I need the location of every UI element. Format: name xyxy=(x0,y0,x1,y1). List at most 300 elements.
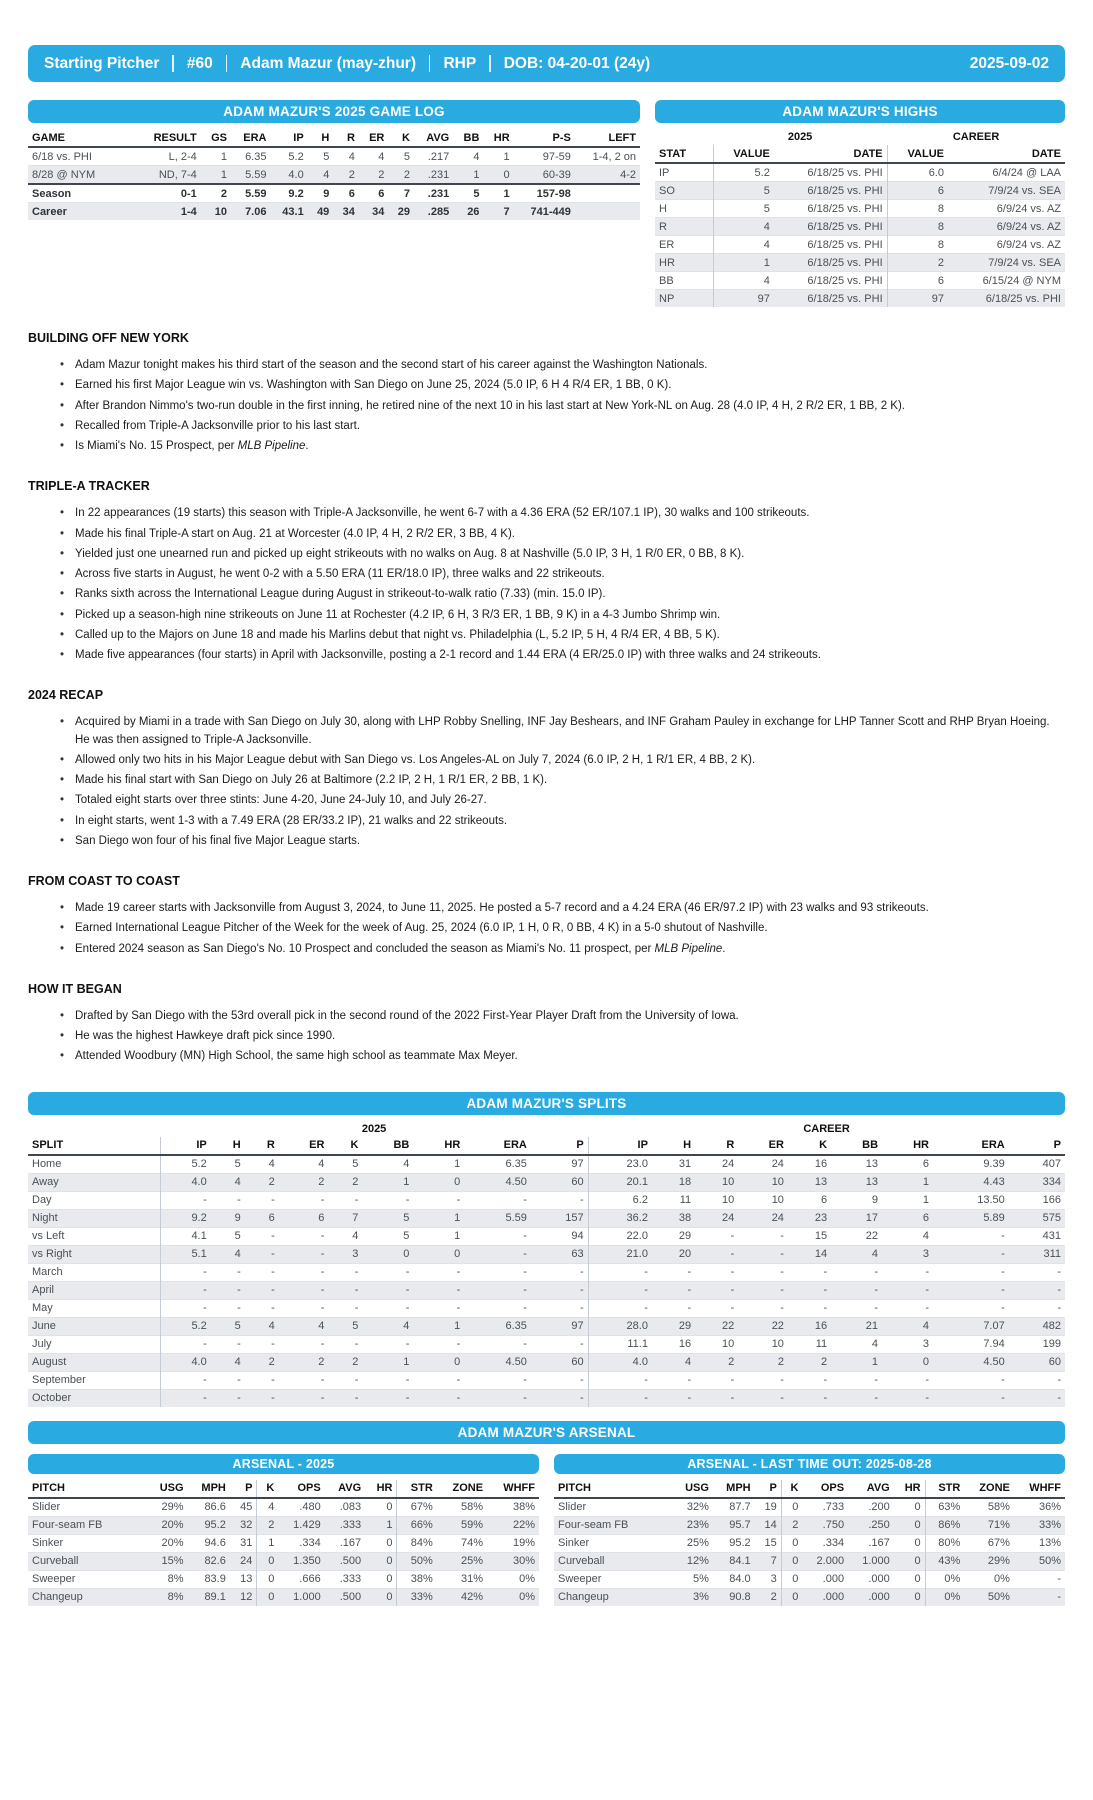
table-cell: 1.350 xyxy=(278,1552,324,1570)
highs-table xyxy=(655,129,1065,307)
table-cell: Away xyxy=(28,1173,160,1191)
table-cell: 8 xyxy=(887,218,948,236)
arsenal-last-time-out-column-header-row xyxy=(554,1480,1065,1498)
bullet-item: • Picked up a season-high nine strikeouts on June 11 at Rochester (4.2 IP, 6 H, 3 R/3 ER, 1 BB, 9 K) in a 4-3 Jumbo Shrimp win. xyxy=(58,607,1065,624)
table-cell: 4 xyxy=(308,166,334,185)
table-cell: 94 xyxy=(531,1227,588,1245)
table-cell: 33% xyxy=(1014,1516,1065,1534)
table-cell: - xyxy=(1009,1281,1065,1299)
table-cell: - xyxy=(695,1299,738,1317)
table-cell: - xyxy=(531,1263,588,1281)
table-cell: 575 xyxy=(1009,1209,1065,1227)
table-cell: 0 xyxy=(781,1498,802,1517)
table-cell: - xyxy=(362,1281,413,1299)
table-row xyxy=(554,1570,1065,1588)
table-cell: - xyxy=(160,1263,211,1281)
table-cell: 15 xyxy=(788,1227,831,1245)
table-cell: 95.2 xyxy=(713,1534,755,1552)
table-cell: - xyxy=(211,1263,245,1281)
column-header: ZONE xyxy=(437,1480,487,1498)
table-cell: - xyxy=(245,1281,279,1299)
table-cell: - xyxy=(211,1191,245,1209)
table-cell: 5 xyxy=(713,182,774,200)
table-cell: 63 xyxy=(531,1245,588,1263)
table-cell: 6.35 xyxy=(231,147,271,166)
table-cell: 66% xyxy=(397,1516,437,1534)
column-header: STAT xyxy=(655,145,713,163)
table-cell: 0 xyxy=(781,1570,802,1588)
table-cell: 1-4, 2 on xyxy=(575,147,640,166)
table-row xyxy=(28,1245,1065,1263)
table-cell: - xyxy=(588,1389,652,1407)
table-cell: 6/18 vs. PHI xyxy=(28,147,136,166)
column-header: OPS xyxy=(802,1480,848,1498)
table-cell: 4-2 xyxy=(575,166,640,185)
table-cell: 0 xyxy=(365,1552,397,1570)
table-row xyxy=(28,1317,1065,1335)
column-header: ERA xyxy=(464,1137,531,1155)
column-header: H xyxy=(308,129,334,147)
table-cell: 31% xyxy=(437,1570,487,1588)
table-cell: - xyxy=(211,1299,245,1317)
table-row xyxy=(28,1389,1065,1407)
table-cell: - xyxy=(211,1389,245,1407)
table-cell: 4 xyxy=(362,1155,413,1174)
table-row xyxy=(655,182,1065,200)
section-heading: 2024 RECAP xyxy=(28,688,104,703)
table-cell: 6 xyxy=(882,1209,933,1227)
table-cell: 0-1 xyxy=(136,184,201,203)
bullet-item: • Earned his first Major League win vs. Washington with San Diego on June 25, 2024 (5.0 IP, 6 H 4 R/4 ER, 1 BB, 0 K). xyxy=(58,377,1065,394)
column-header: ERA xyxy=(231,129,271,147)
table-cell: .334 xyxy=(278,1534,324,1552)
column-header: STR xyxy=(925,1480,964,1498)
table-cell: - xyxy=(160,1281,211,1299)
table-cell: - xyxy=(413,1263,464,1281)
table-cell: - xyxy=(245,1227,279,1245)
table-cell: - xyxy=(933,1281,1009,1299)
table-cell: 8 xyxy=(887,236,948,254)
table-cell: 15% xyxy=(146,1552,188,1570)
table-cell: 0 xyxy=(413,1245,464,1263)
table-cell: 10 xyxy=(738,1173,788,1191)
table-cell: - xyxy=(413,1299,464,1317)
table-cell: 13 xyxy=(230,1570,257,1588)
table-cell: 4 xyxy=(713,272,774,290)
arsenal-2025-title: ARSENAL - 2025 xyxy=(28,1454,539,1474)
table-cell: 30% xyxy=(487,1552,539,1570)
table-cell: 4.43 xyxy=(933,1173,1009,1191)
table-cell: 0 xyxy=(362,1245,413,1263)
splits-group-career: CAREER xyxy=(803,1122,850,1135)
table-row xyxy=(28,1498,539,1517)
table-cell: 9 xyxy=(831,1191,882,1209)
table-cell: 334 xyxy=(1009,1173,1065,1191)
column-header: OPS xyxy=(278,1480,324,1498)
bullet-item: • Adam Mazur tonight makes his third start of the season and the second start of his career against the Washington Nationals. xyxy=(58,357,1065,374)
table-cell: 1 xyxy=(365,1516,397,1534)
table-cell: 2 xyxy=(755,1588,782,1606)
table-cell: - xyxy=(933,1263,1009,1281)
table-cell: 22 xyxy=(695,1317,738,1335)
table-cell: 1 xyxy=(257,1534,278,1552)
table-cell: - xyxy=(831,1371,882,1389)
column-header: BB xyxy=(453,129,483,147)
table-cell: 1 xyxy=(362,1173,413,1191)
table-cell: 5 xyxy=(453,184,483,203)
table-cell: 60 xyxy=(531,1353,588,1371)
table-cell: - xyxy=(738,1281,788,1299)
column-header: H xyxy=(652,1137,695,1155)
table-cell: 4.50 xyxy=(464,1353,531,1371)
player-dob: DOB: 04-20-01 (24y) xyxy=(503,54,651,72)
table-cell: 6/15/24 @ NYM xyxy=(948,272,1065,290)
table-cell: 25% xyxy=(672,1534,713,1552)
table-cell: H xyxy=(655,200,713,218)
table-cell: .480 xyxy=(278,1498,324,1517)
game-log-head xyxy=(28,129,640,147)
table-cell: 2 xyxy=(333,166,359,185)
bullet-item: • San Diego won four of his final five Major League starts. xyxy=(58,833,1065,850)
table-cell: 34 xyxy=(359,203,388,221)
table-cell: .167 xyxy=(848,1534,894,1552)
table-cell: 4 xyxy=(257,1498,278,1517)
table-cell: .000 xyxy=(848,1588,894,1606)
table-cell: 5.59 xyxy=(231,184,271,203)
column-header: P xyxy=(531,1137,588,1155)
game-log-table xyxy=(28,129,640,220)
table-cell: 60 xyxy=(1009,1353,1065,1371)
table-cell: - xyxy=(279,1335,329,1353)
table-cell: - xyxy=(695,1227,738,1245)
table-cell: 0 xyxy=(257,1570,278,1588)
table-cell: - xyxy=(464,1335,531,1353)
column-header: GS xyxy=(201,129,231,147)
table-cell: 9.2 xyxy=(160,1209,211,1227)
table-cell: 38 xyxy=(652,1209,695,1227)
bullet-list xyxy=(58,900,1065,958)
table-cell: 5 xyxy=(328,1317,362,1335)
table-cell: Slider xyxy=(554,1498,672,1517)
table-cell: 4.0 xyxy=(270,166,307,185)
note-section-building-off-new-york xyxy=(28,331,1065,455)
table-cell: 7/9/24 vs. SEA xyxy=(948,254,1065,272)
header-player-info xyxy=(44,55,650,73)
column-header: HR xyxy=(894,1480,925,1498)
table-cell: - xyxy=(1009,1299,1065,1317)
table-cell: 5 xyxy=(211,1317,245,1335)
column-header: P xyxy=(1009,1137,1065,1155)
table-cell: - xyxy=(211,1335,245,1353)
table-cell: 10 xyxy=(738,1335,788,1353)
table-row xyxy=(655,272,1065,290)
table-cell: 83.9 xyxy=(188,1570,230,1588)
table-cell: 4 xyxy=(882,1317,933,1335)
bullet-item: • He was the highest Hawkeye draft pick since 1990. xyxy=(58,1028,1065,1045)
bullet-item: • Yielded just one unearned run and picked up eight strikeouts with no walks on Aug. 8 at Nashville (5.0 IP, 3 H, 1 R/0 ER, 0 BB, 8 K). xyxy=(58,546,1065,563)
table-cell: 5.89 xyxy=(933,1209,1009,1227)
table-cell: IP xyxy=(655,163,713,182)
table-cell: 0 xyxy=(257,1552,278,1570)
column-header: K xyxy=(388,129,414,147)
table-cell: - xyxy=(788,1299,831,1317)
table-cell: October xyxy=(28,1389,160,1407)
table-cell: 3 xyxy=(882,1245,933,1263)
table-cell: September xyxy=(28,1371,160,1389)
table-cell: Home xyxy=(28,1155,160,1174)
table-cell: 2 xyxy=(279,1173,329,1191)
bullet-list xyxy=(58,505,1065,664)
table-cell: 4 xyxy=(453,147,483,166)
table-cell: - xyxy=(362,1335,413,1353)
table-cell: 59% xyxy=(437,1516,487,1534)
table-row xyxy=(28,1155,1065,1174)
column-header: GAME xyxy=(28,129,136,147)
table-cell: 1 xyxy=(483,147,513,166)
table-cell: - xyxy=(695,1389,738,1407)
bullet-item: • Made 19 career starts with Jacksonville from August 3, 2024, to June 11, 2025. He posted a 5-7 record and a 4.24 ERA (46 ER/97.2 IP) with 23 walks and 93 strikeouts. xyxy=(58,900,1065,917)
table-cell: 86% xyxy=(925,1516,964,1534)
table-cell: 6 xyxy=(333,184,359,203)
table-cell: 0 xyxy=(894,1516,925,1534)
table-cell: 95.7 xyxy=(713,1516,755,1534)
splits-title: ADAM MAZUR'S SPLITS xyxy=(28,1092,1065,1115)
table-cell: - xyxy=(738,1299,788,1317)
table-cell: .000 xyxy=(848,1570,894,1588)
table-row xyxy=(28,184,640,203)
table-cell: 22% xyxy=(487,1516,539,1534)
table-cell: - xyxy=(362,1371,413,1389)
table-cell: 8% xyxy=(146,1570,188,1588)
arsenal-last-time-out-body xyxy=(554,1498,1065,1606)
table-cell: 0% xyxy=(487,1588,539,1606)
table-cell: 22 xyxy=(831,1227,882,1245)
table-cell: August xyxy=(28,1353,160,1371)
table-cell: 1.000 xyxy=(278,1588,324,1606)
table-cell: 33% xyxy=(397,1588,437,1606)
table-cell: 14 xyxy=(755,1516,782,1534)
column-header: SPLIT xyxy=(28,1137,160,1155)
bullet-item: • Drafted by San Diego with the 53rd overall pick in the second round of the 2022 First-Year Player Draft from the University of Iowa. xyxy=(58,1008,1065,1025)
table-cell: 82.6 xyxy=(188,1552,230,1570)
column-header: H xyxy=(211,1137,245,1155)
column-header: ZONE xyxy=(964,1480,1014,1498)
table-cell: 482 xyxy=(1009,1317,1065,1335)
table-cell: - xyxy=(788,1371,831,1389)
table-cell: 12 xyxy=(230,1588,257,1606)
table-cell: 6/18/25 vs. PHI xyxy=(774,254,887,272)
splits-table xyxy=(28,1121,1065,1407)
table-cell: - xyxy=(788,1389,831,1407)
table-cell: 20% xyxy=(146,1534,188,1552)
table-cell: 5.59 xyxy=(464,1209,531,1227)
table-cell: - xyxy=(695,1281,738,1299)
note-section-2024-recap xyxy=(28,688,1065,850)
table-cell: 63% xyxy=(925,1498,964,1517)
table-cell: 21.0 xyxy=(588,1245,652,1263)
column-header: MPH xyxy=(188,1480,230,1498)
table-row xyxy=(554,1498,1065,1517)
table-cell: 32 xyxy=(230,1516,257,1534)
table-cell: 0 xyxy=(894,1498,925,1517)
column-header: AVG xyxy=(325,1480,365,1498)
table-cell: - xyxy=(464,1299,531,1317)
table-cell: 29 xyxy=(652,1227,695,1245)
table-cell: 6 xyxy=(882,1155,933,1174)
table-cell: 50% xyxy=(397,1552,437,1570)
column-header: AVG xyxy=(848,1480,894,1498)
bullet-item: • Ranks sixth across the International League during August in strikeout-to-walk ratio (7.33) (min. 15.0 IP). xyxy=(58,586,1065,603)
table-cell: 407 xyxy=(1009,1155,1065,1174)
table-cell: - xyxy=(531,1389,588,1407)
table-cell: 2 xyxy=(695,1353,738,1371)
header-divider xyxy=(429,55,431,72)
table-cell: 4 xyxy=(713,218,774,236)
table-cell xyxy=(575,203,640,221)
bullet-item: • Across five starts in August, he went 0-2 with a 5.50 ERA (11 ER/18.0 IP), three walks and 22 strikeouts. xyxy=(58,566,1065,583)
table-cell: - xyxy=(279,1281,329,1299)
table-row xyxy=(28,203,640,221)
table-cell: - xyxy=(245,1191,279,1209)
table-row xyxy=(28,1552,539,1570)
column-header: DATE xyxy=(774,145,887,163)
table-cell: 1 xyxy=(831,1353,882,1371)
arsenal-2025-column-header-row xyxy=(28,1480,539,1498)
arsenal-section xyxy=(28,1421,1065,1606)
table-cell: 32% xyxy=(672,1498,713,1517)
bullet-item: • Is Miami's No. 15 Prospect, per MLB Pipeline. xyxy=(58,438,1065,455)
table-cell: .500 xyxy=(325,1552,365,1570)
header-divider xyxy=(489,55,491,72)
table-cell: 2 xyxy=(328,1353,362,1371)
table-cell: 28.0 xyxy=(588,1317,652,1335)
table-cell: 0 xyxy=(257,1588,278,1606)
splits-group-header-row xyxy=(28,1121,1065,1137)
bullet-list xyxy=(58,714,1065,850)
arsenal-last-time-out-title: ARSENAL - LAST TIME OUT: 2025-08-28 xyxy=(554,1454,1065,1474)
table-cell: 5.2 xyxy=(713,163,774,182)
table-cell: 10 xyxy=(201,203,231,221)
table-cell: 43% xyxy=(925,1552,964,1570)
table-cell: 97 xyxy=(531,1317,588,1335)
table-cell: 6/4/24 @ LAA xyxy=(948,163,1065,182)
arsenal-2025-head xyxy=(28,1480,539,1498)
table-cell: - xyxy=(245,1389,279,1407)
column-header: LEFT xyxy=(575,129,640,147)
table-cell: - xyxy=(464,1389,531,1407)
table-cell: - xyxy=(464,1371,531,1389)
table-cell: - xyxy=(279,1389,329,1407)
table-cell: 67% xyxy=(397,1498,437,1517)
table-cell: - xyxy=(588,1281,652,1299)
table-cell: - xyxy=(328,1335,362,1353)
column-header: IP xyxy=(588,1137,652,1155)
table-cell: .334 xyxy=(802,1534,848,1552)
table-cell: 80% xyxy=(925,1534,964,1552)
column-header: K xyxy=(328,1137,362,1155)
highs-group-header-row xyxy=(655,129,1065,145)
column-header: ER xyxy=(738,1137,788,1155)
table-cell: 13% xyxy=(1014,1534,1065,1552)
top-tables-row xyxy=(28,100,1065,307)
table-cell: 4 xyxy=(333,147,359,166)
splits-group-2025: 2025 xyxy=(361,1122,387,1135)
table-cell: 4.0 xyxy=(160,1353,211,1371)
table-cell: - xyxy=(652,1389,695,1407)
game-log-section xyxy=(28,100,640,220)
table-row xyxy=(28,166,640,185)
table-cell: 29 xyxy=(652,1317,695,1335)
table-cell: 5 xyxy=(388,147,414,166)
table-cell: 10 xyxy=(695,1191,738,1209)
bullet-item: • Earned International League Pitcher of the Week for the week of Aug. 25, 2024 (6.0 IP, 1 H, 0 R, 0 BB, 4 K) in a 5-0 shutout of Nashville. xyxy=(58,920,1065,937)
table-cell: - xyxy=(588,1263,652,1281)
column-header: HR xyxy=(413,1137,464,1155)
table-cell: 34 xyxy=(333,203,359,221)
column-header: USG xyxy=(146,1480,188,1498)
table-row xyxy=(28,1588,539,1606)
column-header: ER xyxy=(359,129,388,147)
table-cell: 6/18/25 vs. PHI xyxy=(774,163,887,182)
table-cell: 5 xyxy=(362,1227,413,1245)
table-cell: 2 xyxy=(245,1353,279,1371)
bullet-item: • Made his final Triple-A start on Aug. 21 at Worcester (4.0 IP, 4 H, 2 R/2 ER, 3 BB, 4 K). xyxy=(58,526,1065,543)
table-cell: 1 xyxy=(413,1209,464,1227)
table-cell: 6/9/24 vs. AZ xyxy=(948,200,1065,218)
table-cell: - xyxy=(652,1371,695,1389)
column-header: BB xyxy=(362,1137,413,1155)
table-cell: 87.7 xyxy=(713,1498,755,1517)
column-header: WHFF xyxy=(487,1480,539,1498)
column-header: VALUE xyxy=(887,145,948,163)
table-cell: - xyxy=(245,1371,279,1389)
table-cell: April xyxy=(28,1281,160,1299)
table-cell: 6 xyxy=(279,1209,329,1227)
section-heading: TRIPLE-A TRACKER xyxy=(28,479,150,494)
table-cell: March xyxy=(28,1263,160,1281)
table-cell: .231 xyxy=(414,166,453,185)
table-cell: 22 xyxy=(738,1317,788,1335)
column-header: K xyxy=(781,1480,802,1498)
table-cell: 7/9/24 vs. SEA xyxy=(948,182,1065,200)
table-cell: 1.000 xyxy=(848,1552,894,1570)
table-cell: - xyxy=(464,1263,531,1281)
table-cell: 4 xyxy=(882,1227,933,1245)
table-cell: 23% xyxy=(672,1516,713,1534)
table-cell: June xyxy=(28,1317,160,1335)
table-cell: 5.2 xyxy=(160,1155,211,1174)
arsenal-2025-body xyxy=(28,1498,539,1606)
table-cell: .733 xyxy=(802,1498,848,1517)
column-header: HR xyxy=(882,1137,933,1155)
table-cell: 24 xyxy=(695,1155,738,1174)
bullet-item: • Recalled from Triple-A Jacksonville prior to his last start. xyxy=(58,418,1065,435)
column-header: P xyxy=(755,1480,782,1498)
header-divider xyxy=(172,55,174,72)
table-cell: 7 xyxy=(755,1552,782,1570)
table-cell: - xyxy=(1009,1371,1065,1389)
table-cell: 10 xyxy=(738,1191,788,1209)
table-cell: 90.8 xyxy=(713,1588,755,1606)
table-cell: - xyxy=(279,1191,329,1209)
table-cell: 0 xyxy=(781,1552,802,1570)
table-cell: 0 xyxy=(781,1588,802,1606)
column-header: PITCH xyxy=(28,1480,146,1498)
table-cell: July xyxy=(28,1335,160,1353)
table-cell: 0% xyxy=(964,1570,1014,1588)
table-cell: 4.0 xyxy=(588,1353,652,1371)
table-cell: - xyxy=(1009,1389,1065,1407)
